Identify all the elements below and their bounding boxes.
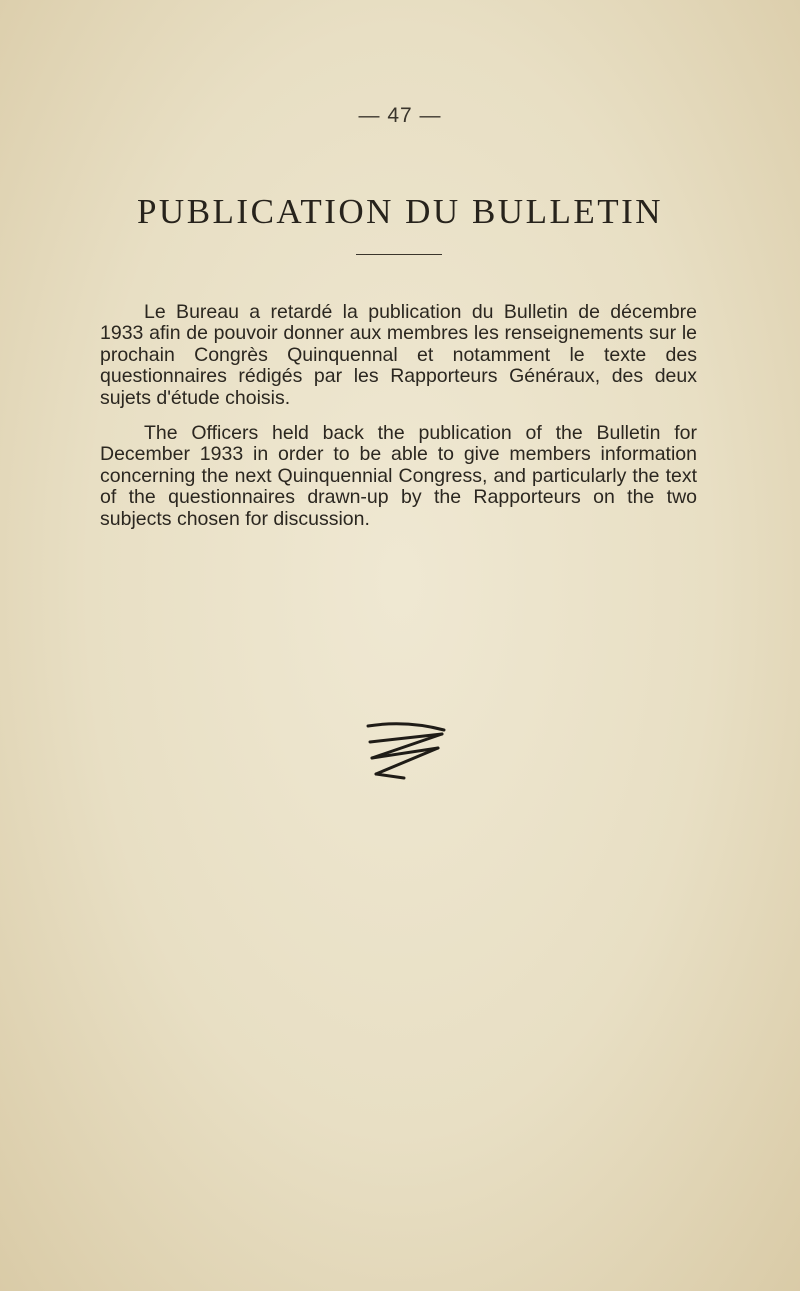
title-underline-rule [356,254,442,255]
paragraph-french: Le Bureau a retardé la publication du Bulletin de décembre 1933 afin de pouvoir donner aux membres les renseignements sur le prochain Congrès Quinquennal et notamment le texte des questionnaires rédigés par les Rapporteurs Généraux, des deux sujets d'étude choisis. [100,301,697,409]
page-number: — 47 — [358,104,442,127]
end-flourish-icon [356,718,450,782]
paragraph-english: The Officers held back the publication of the Bulletin for December 1933 in order to be able to give members information concerning the next Quinquennial Congress, and particularly the text of the questionnaires drawn-up by the Rapporteurs on the two subjects chosen for discussion. [100,422,697,530]
page-title: PUBLICATION DU BULLETIN [136,192,664,231]
